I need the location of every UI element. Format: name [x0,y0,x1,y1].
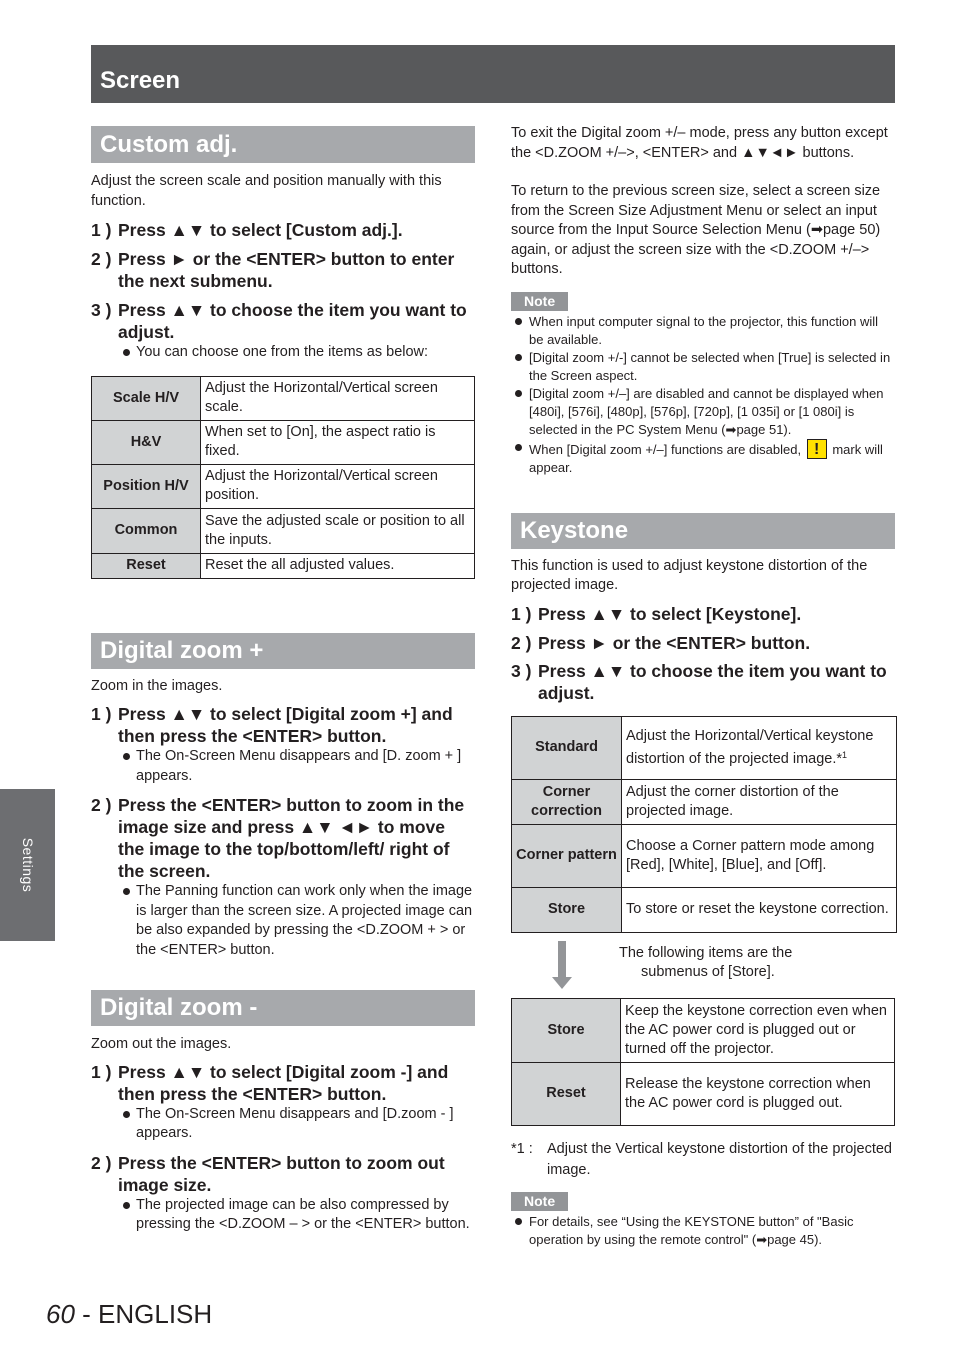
table-row [92,464,475,508]
table-desc: Adjust the Horizontal/Vertical screen scale. [201,376,475,420]
store-submenu-pointer [511,933,897,998]
note-item: [Digital zoom +/-] cannot be selected when [True] is selected in the Screen aspect. [511,349,895,385]
note-item-text-b: page 51). [736,421,792,437]
custom-adj-intro: Adjust the screen scale and position manually with this function. [91,173,442,209]
step-text: Press ► or the <ENTER> button to enter the next submenu. [118,249,455,291]
down-arrow-head-icon [552,977,572,989]
note-item-text-a: [Digital zoom +/–] are disabled and cannot be displayed when [480i], [576i], [480p], [576p], [720p], [1 035i] or [1 080i] is selected in the PC System Menu ( [529,385,884,437]
step-number: 2 ) [91,249,112,269]
right-column [511,124,897,1249]
table-row [512,824,897,887]
step-number: 2 ) [91,795,112,815]
table-item: Reset [92,553,201,578]
table-desc: Adjust the Horizontal/Vertical screen position. [201,464,475,508]
zoom-plus-step-2 [91,794,475,882]
step-text: Press the <ENTER> button to zoom out image size. [118,1152,445,1195]
custom-adj-step-3 [91,299,475,343]
table-item: Corner pattern [512,824,622,887]
chapter-title: Screen [100,67,181,94]
footnote-1 [511,1139,895,1181]
table-row [512,998,895,1062]
step-number: 1 ) [91,704,112,724]
note-item [511,439,895,477]
keystone-table [511,716,897,933]
zoom-plus-intro: Zoom in the images. [91,677,223,694]
note-item-text-a: For details, see “Using the KEYSTONE button” of "Basic operation by using the remote control" ( [529,1213,854,1247]
zoom-minus-step-2-bullet: The projected image can be also compressed by pressing the <D.ZOOM – > or the <ENTER> button. [91,1196,475,1235]
footer-separator: - [74,1299,99,1329]
note-item [511,1213,895,1249]
footer-language: ENGLISH [98,1299,213,1329]
footnote-text: Adjust the Vertical keystone distortion of the projected image. [547,1140,892,1178]
table-row [512,779,897,824]
table-row [92,553,475,578]
page-number: 60 [46,1299,75,1329]
table-item: Store [512,887,622,932]
page-ref-arrow-icon: ➡ [810,222,823,238]
table-row [92,376,475,420]
note-item-text-b: mark will appear. [529,441,883,475]
step-number: 3 ) [91,300,112,320]
table-desc: Release the keystone correction when the AC power cord is plugged out. [621,1062,895,1125]
note-item: When input computer signal to the projector, this function will be available. [511,313,895,349]
keystone-step-3 [511,660,897,704]
store-submenu-note-line-2: submenus of [Store]. [641,964,775,980]
section-title-digital-zoom-plus: Digital zoom + [91,633,475,669]
return-size-text-b: page 50) again, or adjust the screen size with the <D.ZOOM +/–> buttons. [511,222,881,277]
warning-icon [807,439,827,459]
note-list [511,313,895,477]
return-size-paragraph [511,182,895,280]
custom-adj-step-3-bullet: You can choose one from the items as below: [91,343,475,363]
chapter-header [91,45,895,103]
zoom-plus-step-2-bullet: The Panning function can work only when the image is larger than the screen size. A projected image can be also expanded by pressing the <D.ZOOM + > or the <ENTER> button. [91,882,475,960]
zoom-minus-intro: Zoom out the images. [91,1036,232,1052]
table-desc: Adjust the corner distortion of the projected image. [622,779,897,824]
store-submenu-note [619,944,792,983]
note-label: Note [511,292,568,311]
custom-adj-step-2 [91,248,475,292]
table-item: Standard [512,716,622,779]
note-block-1 [511,292,897,477]
footnote-ref: 1 [842,749,848,760]
step-text: Press ▲▼ to choose the item you want to adjust. [118,300,467,342]
table-desc: Choose a Corner pattern mode among [Red], [White], [Blue], and [Off]. [622,824,897,887]
table-item: Position H/V [92,464,201,508]
step-number: 1 ) [511,603,532,624]
left-column [91,126,475,1235]
table-row [512,887,897,932]
section-title-digital-zoom-minus: Digital zoom - [91,990,475,1026]
table-row [512,1062,895,1125]
custom-adj-step-1 [91,219,475,241]
step-text: Press ▲▼ to select [Custom adj.]. [118,220,403,240]
table-row [92,508,475,553]
side-tab-label: Settings [19,837,36,893]
step-text: Press ▲▼ to choose the item you want to adjust. [538,660,887,703]
footnote-mark: *1 : [511,1140,533,1157]
step-number: 2 ) [511,632,532,653]
note-item-text-b: page 45). [767,1231,823,1247]
keystone-step-1 [511,603,897,625]
table-row [512,716,897,779]
table-desc: When set to [On], the aspect ratio is fixed. [201,420,475,464]
table-item: Store [512,998,621,1062]
return-size-text-a: To return to the previous screen size, select a screen size from the Screen Size Adjustment Menu or select an input source from the Input Source Selection Menu ( [511,183,881,238]
exit-zoom-paragraph: To exit the Digital zoom +/– mode, press any button except the <D.ZOOM +/–>, <ENTER> and ▲▼◄► buttons. [511,125,888,161]
store-table [511,998,895,1126]
page-ref-arrow-icon: ➡ [725,421,737,437]
step-text: Press ▲▼ to select [Digital zoom +] and then press the <ENTER> button. [118,704,453,746]
store-submenu-note-line-1: The following items are the [619,944,793,961]
page-ref-arrow-icon: ➡ [756,1231,768,1247]
note-label: Note [511,1192,568,1211]
step-number: 1 ) [91,220,112,240]
table-item: Corner correction [512,779,622,824]
table-desc: Reset the all adjusted values. [201,553,475,578]
note-item-text-a: When [Digital zoom +/–] functions are disabled, [529,441,802,457]
table-desc: To store or reset the keystone correction. [622,887,897,932]
table-desc: Keep the keystone correction even when the AC power cord is plugged out or turned off the projector. [621,998,895,1062]
zoom-minus-step-2 [91,1152,475,1196]
step-text: Press ► or the <ENTER> button. [538,632,811,653]
table-row [92,420,475,464]
section-title-keystone: Keystone [511,513,895,549]
zoom-plus-step-1 [91,703,475,747]
note-block-2 [511,1192,895,1249]
down-arrow-icon [558,941,566,977]
side-tab [0,789,55,941]
step-text: Press the <ENTER> button to zoom in the image size and press ▲▼ ◄► to move the image to the top/bottom/left/ right of the screen. [118,795,465,881]
custom-adj-table [91,376,475,579]
section-title-custom-adj: Custom adj. [91,126,475,163]
step-number: 1 ) [91,1061,112,1082]
note-item [511,385,895,439]
zoom-minus-step-1-bullet: The On-Screen Menu disappears and [D.zoom - ] appears. [91,1105,475,1144]
table-desc-text: Adjust the Horizontal/Vertical keystone distortion of the projected image.* [626,727,874,767]
table-item: Reset [512,1062,621,1125]
zoom-minus-step-1 [91,1061,475,1105]
table-item: H&V [92,420,201,464]
keystone-step-2 [511,632,897,654]
table-item: Common [92,508,201,553]
table-item: Scale H/V [92,376,201,420]
step-number: 2 ) [91,1152,112,1173]
table-desc: Save the adjusted scale or position to all the inputs. [201,508,475,553]
page-footer [46,1297,212,1331]
step-text: Press ▲▼ to select [Digital zoom -] and then press the <ENTER> button. [118,1061,449,1104]
step-text: Press ▲▼ to select [Keystone]. [538,603,802,624]
keystone-intro: This function is used to adjust keystone distortion of the projected image. [511,557,868,593]
step-number: 3 ) [511,660,532,681]
zoom-plus-step-1-bullet: The On-Screen Menu disappears and [D. zoom + ] appears. [91,747,475,786]
table-desc [622,716,897,779]
